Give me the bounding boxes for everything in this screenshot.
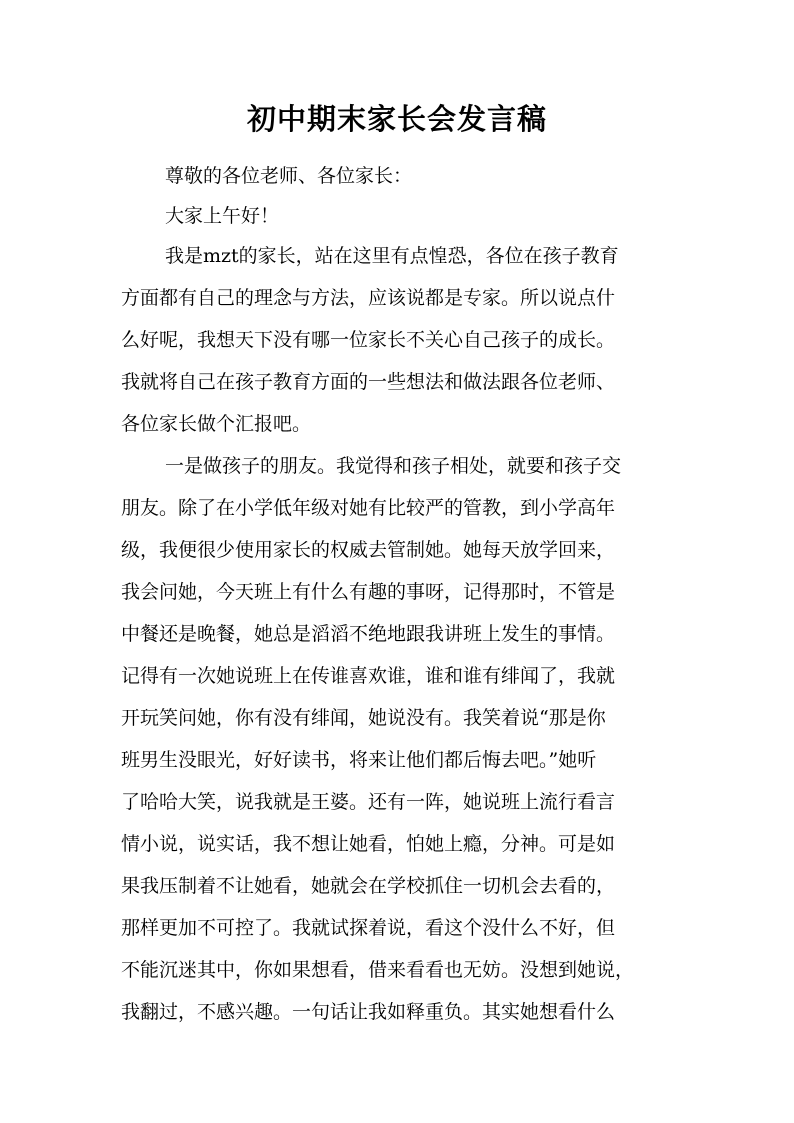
- paragraph-line: 了哈哈大笑，说我就是王婆。还有一阵，她说班上流行看言: [121, 791, 616, 813]
- paragraph-line: 我翻过，不感兴趣。一句话让我如释重负。其实她想看什么: [121, 1001, 616, 1023]
- paragraph-line: 记得有一次她说班上在传谁喜欢谁，谁和谁有绯闻了，我就: [121, 665, 616, 687]
- greeting-line: 尊敬的各位老师、各位家长：: [165, 165, 413, 187]
- paragraph-line: 那样更加不可控了。我就试探着说，看这个没什么不好，但: [121, 917, 616, 939]
- paragraph-line: 各位家长做个汇报吧。: [121, 413, 312, 435]
- paragraph-line: 中餐还是晚餐，她总是滔滔不绝地跟我讲班上发生的事情。: [121, 623, 616, 645]
- document-title: 初中期末家长会发言稿: [246, 102, 547, 136]
- paragraph-line: 班男生没眼光，好好读书，将来让他们都后悔去吧。”她听: [121, 749, 597, 771]
- paragraph-line: 情小说，说实话，我不想让她看，怕她上瘾，分神。可是如: [121, 833, 616, 855]
- paragraph-line: 一是做孩子的朋友。我觉得和孩子相处，就要和孩子交: [165, 455, 622, 477]
- salutation-line: 大家上午好！: [165, 205, 280, 227]
- paragraph-line: 我会问她，今天班上有什么有趣的事呀，记得那时，不管是: [121, 581, 616, 603]
- paragraph-line: 朋友。除了在小学低年级对她有比较严的管教，到小学高年: [121, 497, 616, 519]
- paragraph-line: 方面都有自己的理念与方法，应该说都是专家。所以说点什: [121, 287, 616, 309]
- paragraph-line: 不能沉迷其中，你如果想看，借来看看也无妨。没想到她说，: [121, 959, 635, 981]
- paragraph-line: 么好呢，我想天下没有哪一位家长不关心自己孩子的成长。: [121, 329, 616, 351]
- paragraph-line: 开玩笑问她，你有没有绯闻，她说没有。我笑着说“那是你: [121, 707, 606, 729]
- paragraph-line: 级，我便很少使用家长的权威去管制她。她每天放学回来，: [121, 539, 616, 561]
- paragraph-line: 我就将自己在孩子教育方面的一些想法和做法跟各位老师、: [121, 371, 616, 393]
- paragraph-line: 果我压制着不让她看，她就会在学校抓住一切机会去看的，: [121, 875, 616, 897]
- paragraph-line: 我是mzt的家长，站在这里有点惶恐，各位在孩子教育: [165, 245, 619, 267]
